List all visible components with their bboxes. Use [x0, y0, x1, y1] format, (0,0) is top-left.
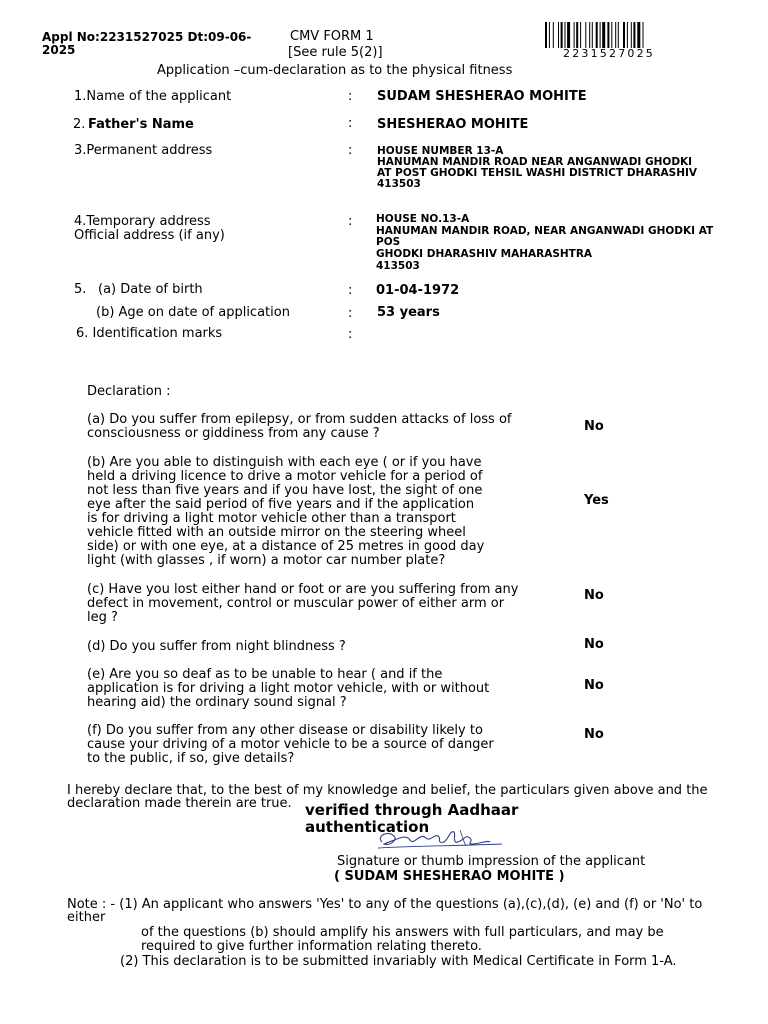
declaration-answer-a: No: [584, 419, 604, 434]
age-label: (b) Age on date of application: [96, 305, 290, 320]
application-year: 2025: [42, 43, 76, 57]
barcode-bar: [623, 22, 625, 48]
barcode-bar: [643, 22, 644, 48]
barcode-bar: [615, 22, 616, 48]
barcode-bar: [561, 22, 563, 48]
declaration-statement: declaration made therein are true.: [67, 796, 292, 811]
form-rule: [See rule 5(2)]: [288, 45, 383, 60]
barcode-bar: [574, 22, 575, 48]
application-number: Appl No:2231527025 Dt:09-06-: [42, 30, 252, 44]
note-text: either: [67, 910, 106, 925]
permanent-address-line: 413503: [377, 178, 421, 190]
temporary-address-line: GHODKI DHARASHIV MAHARASHTRA: [376, 248, 593, 260]
note-text: required to give further information relating thereto.: [141, 939, 482, 954]
declaration-answer-d: No: [584, 637, 604, 652]
barcode-bar: [602, 22, 605, 48]
form-subtitle: Application –cum-declaration as to the physical fitness: [157, 63, 513, 78]
barcode-bar: [618, 22, 619, 48]
father-label: Father's Name: [88, 117, 194, 132]
barcode-bar: [631, 22, 632, 48]
barcode-bar: [580, 22, 581, 48]
temporary-address-line: 413503: [376, 260, 420, 272]
barcode-bar: [607, 22, 609, 48]
identification-marks-label: 6. Identification marks: [76, 326, 223, 341]
barcode-bar: [549, 22, 550, 48]
barcode-bar: [611, 22, 612, 48]
barcode-bar: [633, 22, 635, 48]
father-prefix: 2.: [73, 117, 86, 132]
barcode: [545, 22, 715, 48]
barcode-bar: [553, 22, 554, 48]
declaration-heading: Declaration :: [87, 384, 171, 399]
barcode-bar: [567, 22, 570, 48]
barcode-bar: [545, 22, 547, 48]
verified-text: authentication: [305, 818, 430, 836]
barcode-bar: [558, 22, 559, 48]
note-text: of the questions (b) should amplify his answers with full particulars, and may be: [141, 925, 664, 940]
permanent-address-line: HANUMAN MANDIR ROAD NEAR ANGANWADI GHODKI: [377, 156, 693, 168]
age-value: 53 years: [377, 305, 440, 320]
note-text: Note : - (1) An applicant who answers 'Yes' to any of the questions (a),(c),(d), (e) and (f) or 'No' to: [67, 897, 703, 912]
colon: :: [348, 116, 353, 131]
declaration-statement: I hereby declare that, to the best of my knowledge and belief, the particulars given above and the: [67, 783, 708, 798]
barcode-bar: [565, 22, 566, 48]
barcode-bar: [585, 22, 586, 48]
colon: :: [348, 214, 353, 229]
signature-caption: Signature or thumb impression of the applicant: [337, 854, 646, 869]
signatory-name: ( SUDAM SHESHERAO MOHITE ): [334, 869, 565, 884]
dob-number: 5.: [74, 282, 87, 297]
barcode-bar: [576, 22, 578, 48]
signature-image: [370, 824, 510, 854]
official-address-label: Official address (if any): [74, 228, 225, 243]
note-text: (2) This declaration is to be submitted invariably with Medical Certificate in Form 1-A.: [120, 954, 677, 969]
name-label: 1.Name of the applicant: [74, 89, 232, 104]
barcode-bar: [596, 22, 598, 48]
temporary-address-line: HOUSE NO.13-A: [376, 213, 470, 225]
dob-value: 01-04-1972: [376, 283, 460, 298]
declaration-answer-f: No: [584, 727, 604, 742]
declaration-question-d: (d) Do you suffer from night blindness ?: [87, 639, 346, 654]
barcode-bar: [627, 22, 628, 48]
colon: :: [348, 283, 353, 298]
declaration-question-b: (b) Are you able to distinguish with each eye ( or if you have held a driving licence to drive a motor vehicle for a period of not less than five years and if you have lost, the sight of one eye after the said period of five years and if the application is for driving a light motor vehicle other than a transport vehicle fitted with an outside mirror on the steering wheel side) or with one eye, at a distance of 25 metres in good day light (with glasses , if worn) a motor car number plate?: [87, 455, 485, 568]
colon: :: [348, 327, 353, 342]
permanent-address-label: 3.Permanent address: [74, 143, 213, 158]
barcode-bar: [589, 22, 590, 48]
declaration-question-c: (c) Have you lost either hand or foot or are you suffering from any defect in movement, control or muscular power of either arm or leg ?: [87, 582, 519, 625]
barcode-bar: [600, 22, 601, 48]
declaration-answer-b: Yes: [584, 493, 609, 508]
father-name: SHESHERAO MOHITE: [377, 117, 529, 132]
temporary-address-label: 4.Temporary address: [74, 214, 211, 229]
declaration-question-e: (e) Are you so deaf as to be unable to hear ( and if the application is for driving a light motor vehicle, with or without hearing aid) the ordinary sound signal ?: [87, 667, 490, 710]
temporary-address-line: POS: [376, 236, 401, 248]
permanent-address-line: HOUSE NUMBER 13-A: [377, 145, 504, 157]
colon: :: [348, 306, 353, 321]
barcode-number: 2231527025: [563, 47, 655, 60]
permanent-address-line: AT POST GHODKI TEHSIL WASHI DISTRICT DHARASHIV: [377, 167, 698, 179]
applicant-name: SUDAM SHESHERAO MOHITE: [377, 89, 587, 104]
declaration-answer-e: No: [584, 678, 604, 693]
dob-label: (a) Date of birth: [98, 282, 203, 297]
verified-text: verified through Aadhaar: [305, 801, 519, 819]
declaration-answer-c: No: [584, 588, 604, 603]
form-title: CMV FORM 1: [290, 29, 374, 44]
barcode-bar: [592, 22, 593, 48]
colon: :: [348, 143, 353, 158]
colon: :: [348, 89, 353, 104]
declaration-question-a: (a) Do you suffer from epilepsy, or from sudden attacks of loss of consciousness or giddiness from any cause ?: [87, 412, 512, 441]
temporary-address-line: HANUMAN MANDIR ROAD, NEAR ANGANWADI GHODKI AT: [376, 225, 714, 237]
declaration-question-f: (f) Do you suffer from any other disease or disability likely to cause your driving of a motor vehicle to be a source of danger to the public, if so, give details?: [87, 723, 494, 766]
barcode-bar: [637, 22, 640, 48]
